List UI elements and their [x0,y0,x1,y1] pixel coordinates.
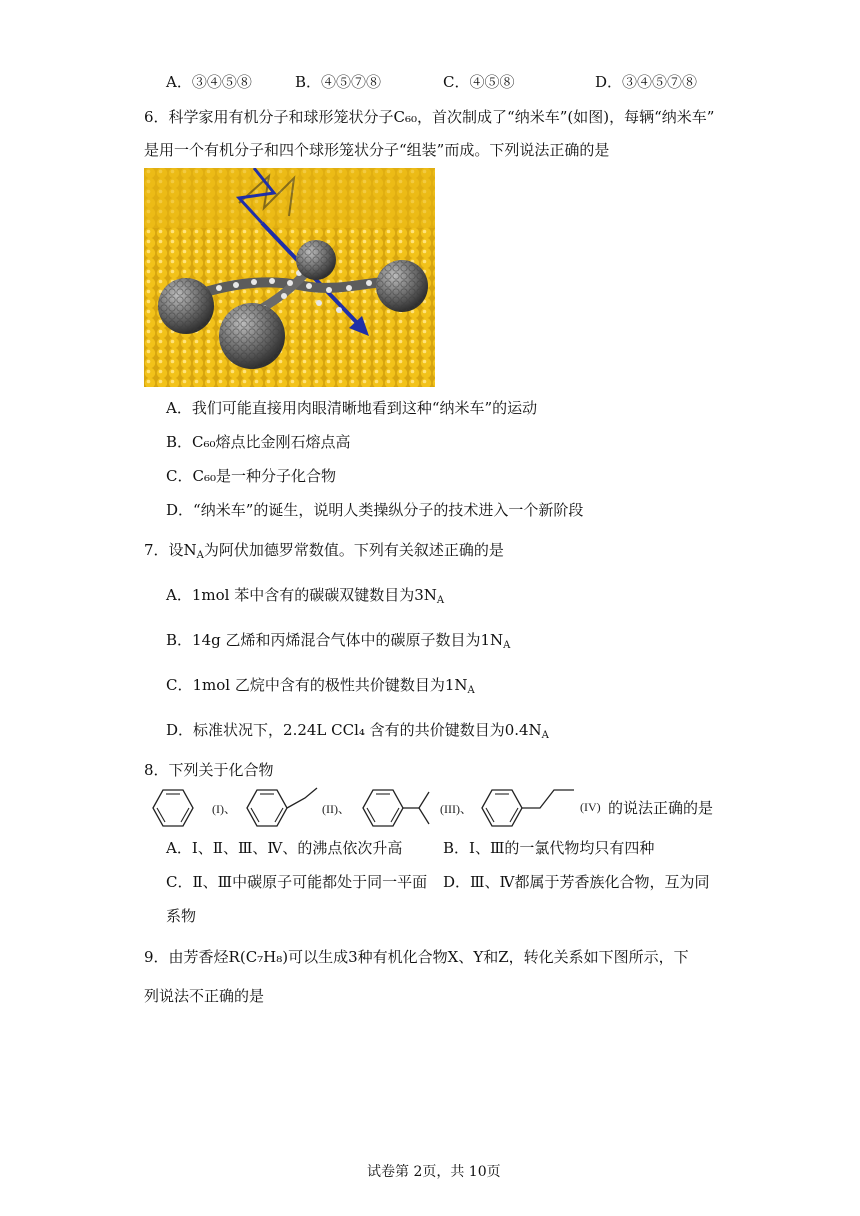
q8-stem-tail: 的说法正确的是 [608,799,714,817]
cumene-structure [359,786,439,830]
label-compound-2: (II)、 [322,802,350,816]
q6-option-d: D．“纳米车”的诞生，说明人类操纵分子的技术进入一个新阶段 [166,501,584,519]
q7-option-c: C．1mol 乙烷中含有的极性共价键数目为$1N_A$ [166,676,475,696]
q9-stem-line2: 列说法不正确的是 [144,987,265,1005]
nanocar-figure [144,168,435,387]
q8-stem: 8．下列关于化合物 [144,761,274,779]
q8-option-c: C．Ⅱ、Ⅲ中碳原子可能都处于同一平面 [166,873,428,891]
q5-option-a: A．③④⑤⑧ [166,73,252,91]
label-compound-1: (I)、 [212,802,236,816]
q8-option-d-line2: 系物 [166,907,197,925]
q8-option-d-line1: D．Ⅲ、Ⅳ都属于芳香族化合物，互为同 [443,873,710,891]
label-compound-4: (IV) [580,800,601,814]
q5-option-d: D．③④⑤⑦⑧ [595,73,698,91]
ethylbenzene-structure [243,786,323,830]
q6-stem-line2: 是用一个有机分子和四个球形笼状分子“组装”而成。下列说法正确的是 [144,141,610,159]
benzene-structure [145,786,205,830]
q6-option-b: B．C₆₀熔点比金刚石熔点高 [166,433,351,451]
q6-option-c: C．C₆₀是一种分子化合物 [166,467,336,485]
q5-option-c: C．④⑤⑧ [443,73,515,91]
q7-stem: 7．设$N_A$为阿伏加德罗常数值。下列有关叙述正确的是 [144,541,504,561]
q6-option-a: A．我们可能直接用肉眼清晰地看到这种“纳米车”的运动 [166,399,538,417]
propylbenzene-structure [478,786,578,830]
q6-stem-line1: 6．科学家用有机分子和球形笼状分子C₆₀，首次制成了“纳米车”(如图)，每辆“纳米车” [144,108,715,126]
q8-option-a: A．Ⅰ、Ⅱ、Ⅲ、Ⅳ、的沸点依次升高 [166,839,403,857]
q9-stem-line1: 9．由芳香烃R(C₇H₈)可以生成3种有机化合物X、Y和Z，转化关系如下图所示，下 [144,948,689,966]
q7-option-a: A．1mol 苯中含有的碳碳双键数目为$3N_A$ [166,586,445,606]
q7-option-b: B．14g 乙烯和丙烯混合气体中的碳原子数目为$1N_A$ [166,631,511,651]
page-footer: 试卷第 2页，共 10页 [367,1164,501,1180]
q5-option-b: B．④⑤⑦⑧ [295,73,382,91]
q7-option-d: D．标准状况下，2.24L CCl₄ 含有的共价键数目为$0.4N_A$ [166,721,549,741]
q8-option-b: B．Ⅰ、Ⅲ的一氯代物均只有四种 [443,839,655,857]
label-compound-3: (III)、 [440,802,472,816]
